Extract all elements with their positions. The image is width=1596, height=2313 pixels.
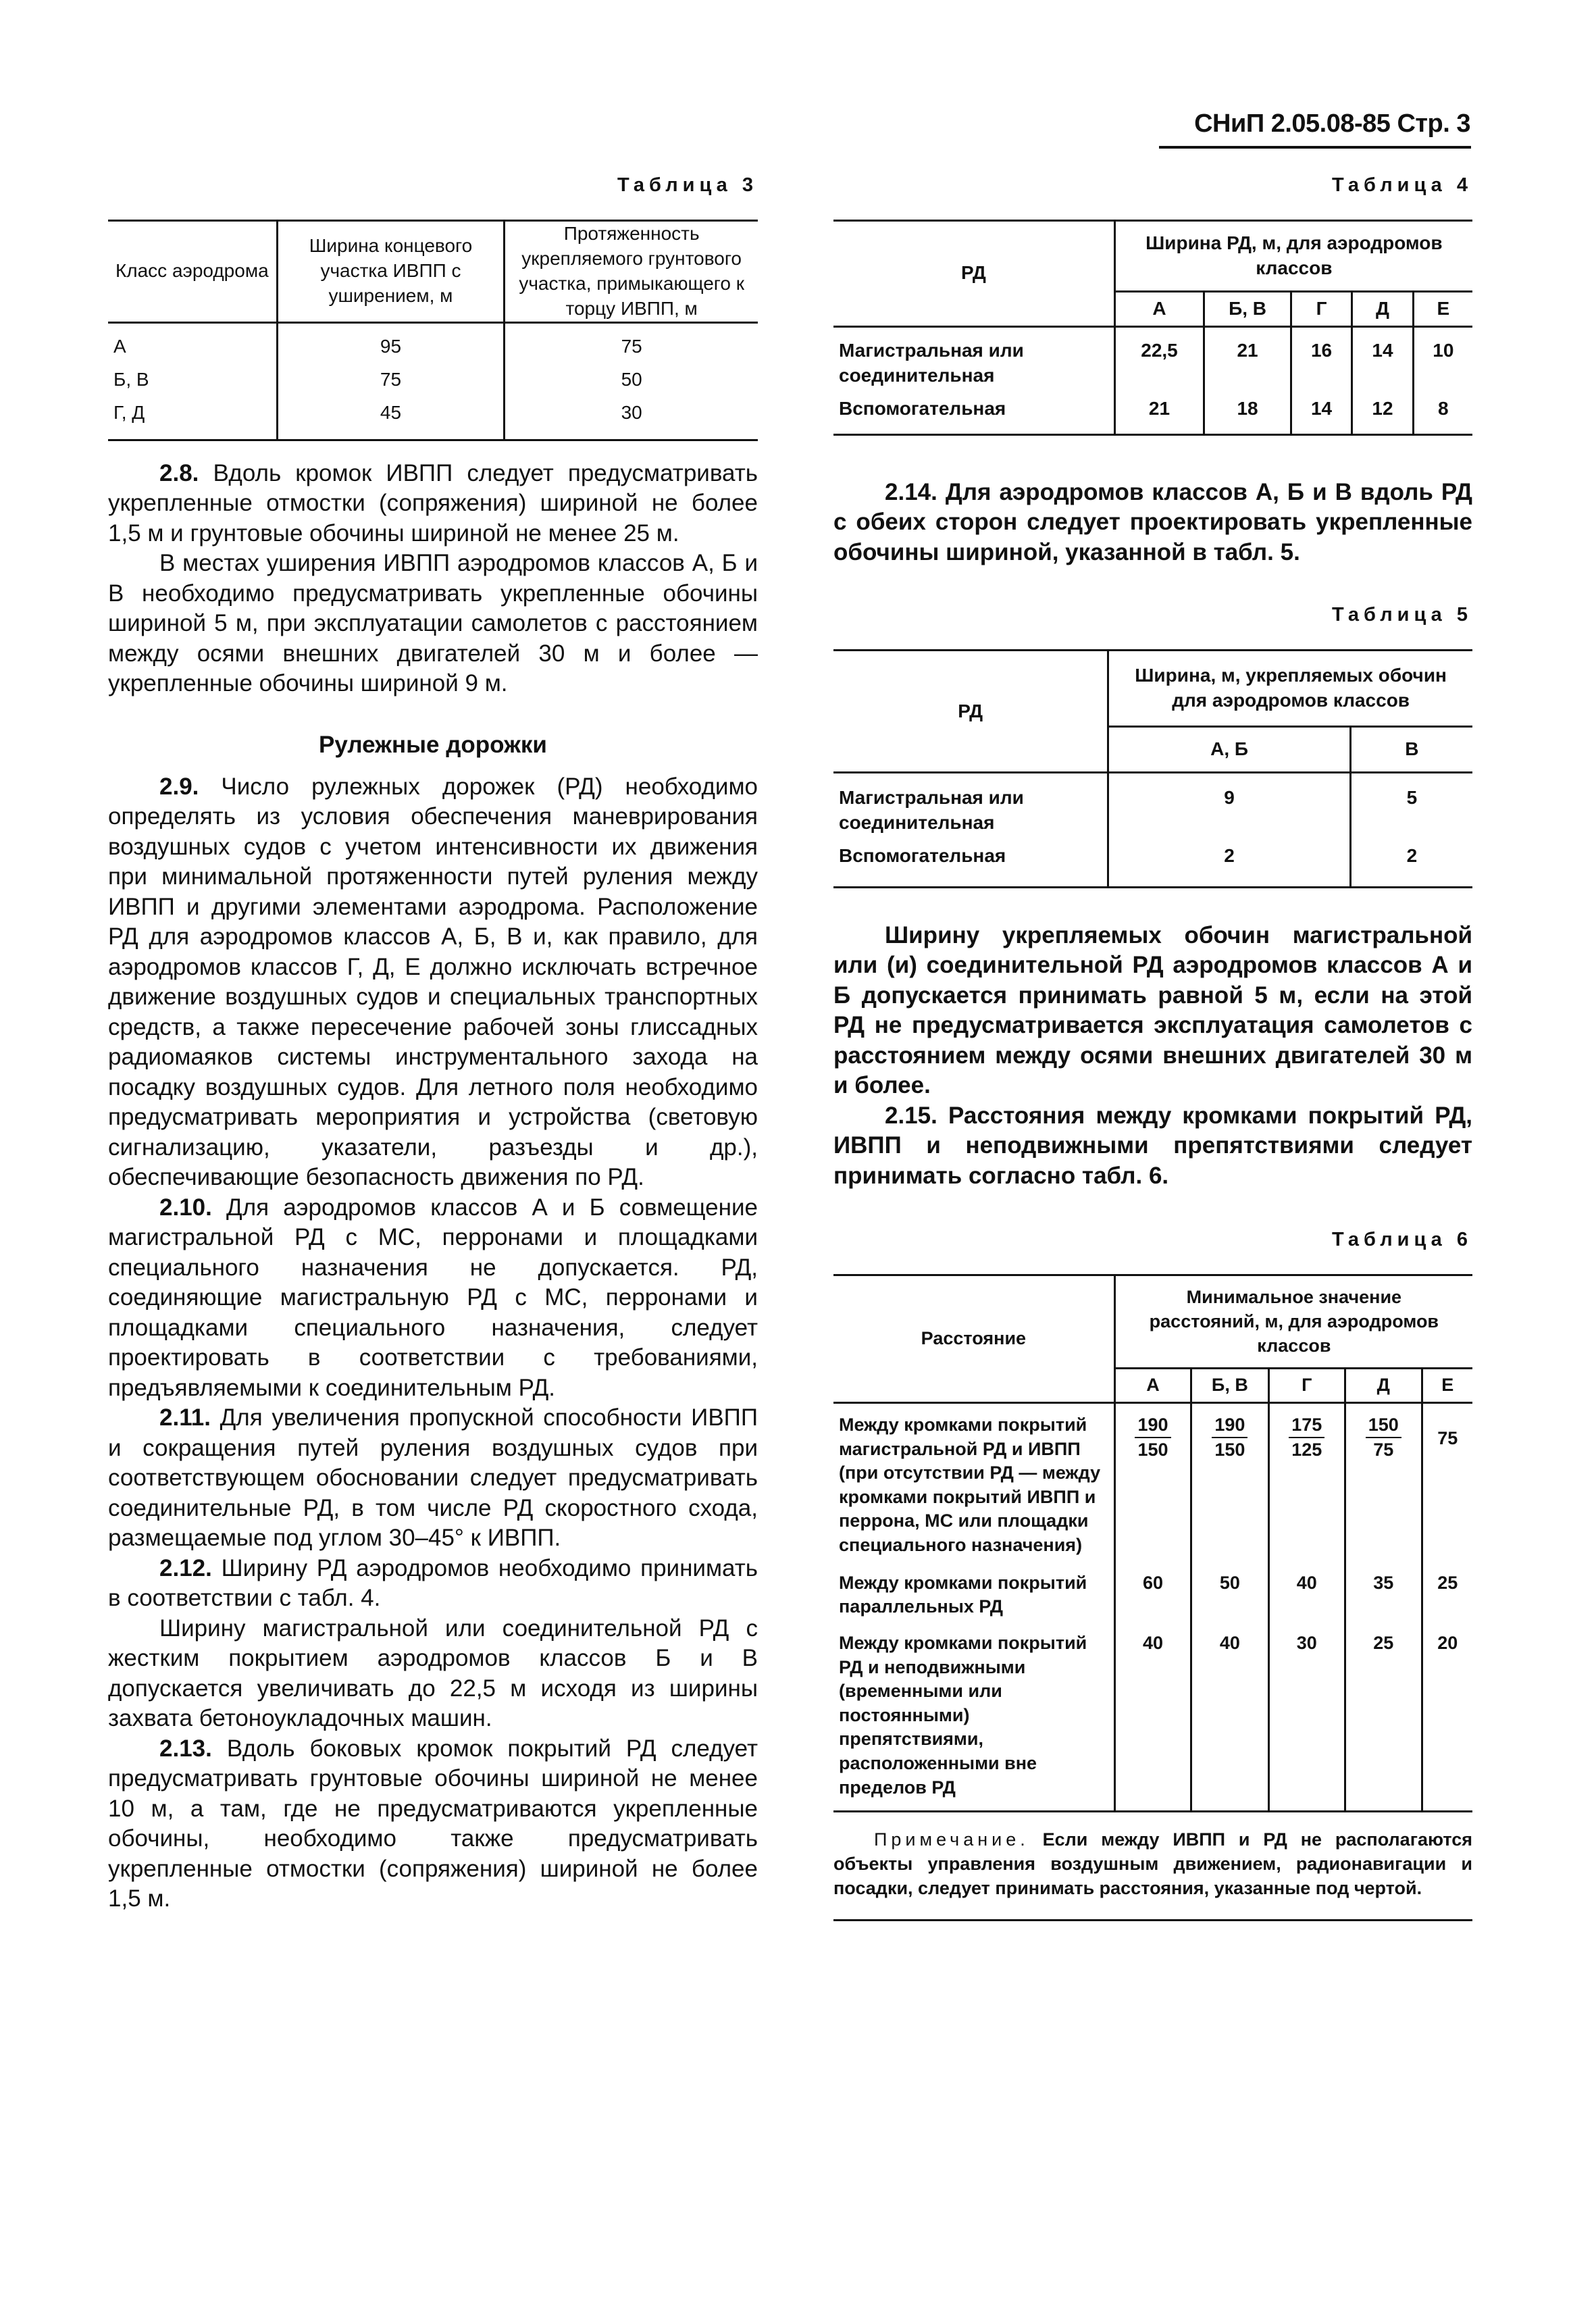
t6-header-group: Минимальное значение расстояний, м, для аэродромов классов xyxy=(1114,1275,1472,1369)
t5-row-label: Магистральная или соединительная xyxy=(839,787,1024,834)
t6-cell: 40 xyxy=(1114,1623,1191,1812)
t4-cell: 22,5 xyxy=(1114,326,1204,392)
t3-cell: А xyxy=(113,335,126,357)
t5-header-rd: РД xyxy=(833,651,1108,773)
t5-class: А, Б xyxy=(1108,727,1351,773)
t6-row-label: Между кромками покрытий магистральной РД и ИВПП (при отсутствии РД — между кромками покрытий ИВПП и перрона, МС или площадки специального назначения) xyxy=(839,1414,1101,1556)
t3-cell: Б, В xyxy=(113,368,149,390)
t5-row-label: Вспомогательная xyxy=(833,840,1108,887)
table5-caption: Таблица 5 xyxy=(1331,604,1472,626)
right-column xyxy=(833,174,1472,1921)
paragraph-number: 2.8. xyxy=(159,459,199,486)
t3-cell: Г, Д xyxy=(108,397,277,440)
t6-cell: 25 xyxy=(1345,1623,1422,1812)
t4-cell: 12 xyxy=(1352,392,1413,434)
table-row xyxy=(833,392,1472,434)
t6-cell: 35 xyxy=(1345,1562,1422,1623)
paragraph-2-14: 2.14. Для аэродромов классов А, Б и В вдоль РД с обеих сторон следует проектировать укрепленные обочины шириной, указанной в табл. 5. xyxy=(833,478,1472,565)
t6-fraction xyxy=(1289,1413,1324,1462)
t5-cell: 2 xyxy=(1108,840,1351,887)
paragraph-number: 2.9. xyxy=(159,773,199,800)
t5-class: В xyxy=(1350,727,1472,773)
paragraph-number: 2.10. xyxy=(159,1194,212,1221)
t4-row-label: Вспомогательная xyxy=(833,392,1114,434)
t4-cell: 16 xyxy=(1291,326,1352,392)
table-5 xyxy=(833,649,1472,888)
table-row xyxy=(833,1402,1472,1561)
t3-cell: 50 xyxy=(505,363,758,397)
table6-note xyxy=(833,1827,1472,1900)
table4-caption: Таблица 4 xyxy=(1331,174,1472,196)
t4-cell: 18 xyxy=(1204,392,1291,434)
paragraph-2-8b: В местах уширения ИВПП аэродромов классов А, Б и В необходимо предусматривать укрепленные обочины шириной 5 м, при эксплуатации самолетов с расстоянием между осями внешних двигателей 30 м и более — укрепленные обочины шириной 9 м. xyxy=(108,550,758,697)
t4-header-group: Ширина РД, м, для аэродромов классов xyxy=(1114,221,1472,292)
paragraph-2-9: 2.9. Число рулежных дорожек (РД) необходимо определять из условия обеспечения маневрирования воздушных судов с учетом интенсивности их движения при минимальной протяженности путей руления между ИВПП и другими элементами аэродрома. Расположение РД для аэродромов классов А, Б, В и, как правило, для аэродромов классов Г, Д, Е должно исключать встречное движение воздушных судов и специальных транспортных средств, а также пересечение рабочей зоны глиссадных радиомаяков системы инструментального захода на посадку воздушных судов. Для летного поля необходимо предусматривать мероприятия и устройства (световую сигнализацию, указатели, разъезды и др.), обеспечивающие безопасность движения по РД. xyxy=(108,773,758,1191)
paragraph-2-15: 2.15. Расстояния между кромками покрытий РД, ИВПП и неподвижными препятствиями следует принимать согласно табл. 6. xyxy=(833,1102,1472,1189)
t6-fraction-bottom: 75 xyxy=(1373,1440,1394,1460)
paragraph-number: 2.12. xyxy=(159,1554,212,1581)
closing-rule xyxy=(833,1919,1472,1921)
t4-class: А xyxy=(1114,291,1204,326)
t6-header-distance: Расстояние xyxy=(833,1275,1114,1403)
paragraph-2-10: 2.10. Для аэродромов классов А и Б совмещение магистральной РД с МС, перронами и площадками специального назначения не допускается. РД, соединяющие магистральную РД с МС, перронами и площадками специального назначения, следует проектировать в соответствии с требованиями, предъявляемыми к соединительным РД. xyxy=(108,1194,758,1401)
t6-fraction-bottom: 150 xyxy=(1137,1440,1168,1460)
table-row xyxy=(108,322,758,363)
t4-cell: 14 xyxy=(1352,326,1413,392)
t4-row-label: Магистральная или соединительная xyxy=(839,339,1024,386)
t3-cell: 75 xyxy=(277,363,505,397)
section-title: Рулежные дорожки xyxy=(319,731,547,758)
t6-fraction-bottom: 150 xyxy=(1214,1440,1245,1460)
t6-class: Б, В xyxy=(1191,1369,1268,1403)
table-row xyxy=(108,363,758,397)
t4-cell: 14 xyxy=(1291,392,1352,434)
t6-class: Е xyxy=(1422,1369,1472,1403)
t6-row-label: Между кромками покрытий РД и неподвижными (временными или постоянными) препятствиями, расположенными вне пределов РД xyxy=(833,1623,1114,1812)
table-row xyxy=(108,397,758,440)
t3-header-class: Класс аэродрома xyxy=(108,221,277,323)
paragraph-2-13: 2.13. Вдоль боковых кромок покрытий РД следует предусматривать грунтовые обочины шириной не менее 10 м, а там, где не предусматриваются укрепленные обочины, необходимо также предусматривать укрепленные отмостки (сопряжения) шириной не более 1,5 м. xyxy=(108,1735,758,1912)
paragraph-2-12: 2.12. Ширину РД аэродромов необходимо принимать в соответствии с табл. 4. xyxy=(108,1554,758,1612)
t6-class: Г xyxy=(1268,1369,1345,1403)
page-header: СНиП 2.05.08-85 Стр. 3 xyxy=(1194,109,1470,138)
t6-class: Д xyxy=(1345,1369,1422,1403)
t6-row-label: Между кромками покрытий параллельных РД xyxy=(839,1572,1087,1617)
t6-fraction xyxy=(1135,1413,1170,1462)
t5-header-group: Ширина, м, укрепляемых обочин для аэродромов классов xyxy=(1108,651,1472,727)
t6-cell: 20 xyxy=(1422,1623,1472,1812)
table-row xyxy=(833,1623,1472,1812)
paragraph-after-table5: Ширину укрепляемых обочин магистральной или (и) соединительной РД аэродромов классов А и Б допускается принимать равной 5 м, если на этой РД не предусматривается эксплуатация самолетов с расстоянием между осями внешних двигателей 30 м и более. xyxy=(833,921,1472,1099)
t4-class: Г xyxy=(1291,291,1352,326)
t6-fraction-top: 190 xyxy=(1212,1413,1247,1438)
t6-cell: 25 xyxy=(1422,1562,1472,1623)
t3-cell: 45 xyxy=(277,397,505,440)
table-row xyxy=(833,773,1472,840)
t6-fraction xyxy=(1366,1413,1401,1462)
t4-class: Е xyxy=(1413,291,1472,326)
t4-class: Б, В xyxy=(1204,291,1291,326)
t5-cell: 2 xyxy=(1350,840,1472,887)
t6-cell: 75 xyxy=(1422,1402,1472,1561)
t3-cell: 75 xyxy=(505,322,758,363)
t6-cell: 40 xyxy=(1191,1623,1268,1812)
t4-cell: 21 xyxy=(1114,392,1204,434)
paragraph-2-12b: Ширину магистральной или соединительной РД с жестким покрытием аэродромов классов Б и В допускается увеличивать до 22,5 м исходя из ширины захвата бетоноукладочных машин. xyxy=(108,1615,758,1732)
t6-cell: 50 xyxy=(1191,1562,1268,1623)
header-rule xyxy=(1159,146,1471,149)
paragraph-2-11: 2.11. Для увеличения пропускной способности ИВПП и сокращения путей руления воздушных судов при соответствующем обосновании следует предусматривать соединительные РД, в том числе РД скоростного схода, размещаемые под углом 30–45° к ИВПП. xyxy=(108,1404,758,1552)
paragraph-number: 2.15. xyxy=(885,1102,937,1129)
t4-cell: 21 xyxy=(1204,326,1291,392)
t6-fraction-top: 175 xyxy=(1289,1413,1324,1438)
table-row xyxy=(833,326,1472,392)
table-row xyxy=(833,1562,1472,1623)
t6-fraction-bottom: 125 xyxy=(1291,1440,1322,1460)
table6-caption: Таблица 6 xyxy=(1331,1229,1472,1251)
table-row xyxy=(833,840,1472,887)
table-4 xyxy=(833,220,1472,436)
t3-header-width: Ширина концевого участка ИВПП с уширением, м xyxy=(277,221,505,323)
t6-cell: 40 xyxy=(1268,1562,1345,1623)
paragraph-2-8: 2.8. Вдоль кромок ИВПП следует предусматривать укрепленные отмостки (сопряжения) шириной не более 1,5 м и грунтовые обочины шириной не менее 25 м. xyxy=(108,459,758,547)
t6-fraction xyxy=(1212,1413,1247,1462)
t6-class: А xyxy=(1114,1369,1191,1403)
table-3 xyxy=(108,220,758,441)
note-label: Примечание. xyxy=(874,1829,1029,1850)
t6-cell: 30 xyxy=(1268,1623,1345,1812)
paragraph-number: 2.14. xyxy=(885,478,937,505)
t3-cell: 95 xyxy=(277,322,505,363)
paragraph-number: 2.11. xyxy=(159,1404,211,1431)
t6-fraction-top: 150 xyxy=(1366,1413,1401,1438)
t5-cell: 9 xyxy=(1108,773,1351,840)
t6-cell: 60 xyxy=(1114,1562,1191,1623)
table-6 xyxy=(833,1274,1472,1812)
t6-fraction-top: 190 xyxy=(1135,1413,1170,1438)
note-text: Если между ИВПП и РД не располагаются объекты управления воздушным движением, радионавигации и посадки, следует принимать расстояния, указанные под чертой. xyxy=(833,1829,1472,1899)
t3-header-length: Протяженность укрепляемого грунтового участка, примыкающего к торцу ИВПП, м xyxy=(505,221,758,323)
table3-caption: Таблица 3 xyxy=(617,174,758,196)
t3-cell: 30 xyxy=(505,397,758,440)
t4-cell: 8 xyxy=(1413,392,1472,434)
left-column xyxy=(108,174,758,1914)
paragraph-number: 2.13. xyxy=(159,1735,212,1762)
t5-cell: 5 xyxy=(1350,773,1472,840)
t4-header-rd: РД xyxy=(833,221,1114,327)
t4-cell: 10 xyxy=(1413,326,1472,392)
t4-class: Д xyxy=(1352,291,1413,326)
